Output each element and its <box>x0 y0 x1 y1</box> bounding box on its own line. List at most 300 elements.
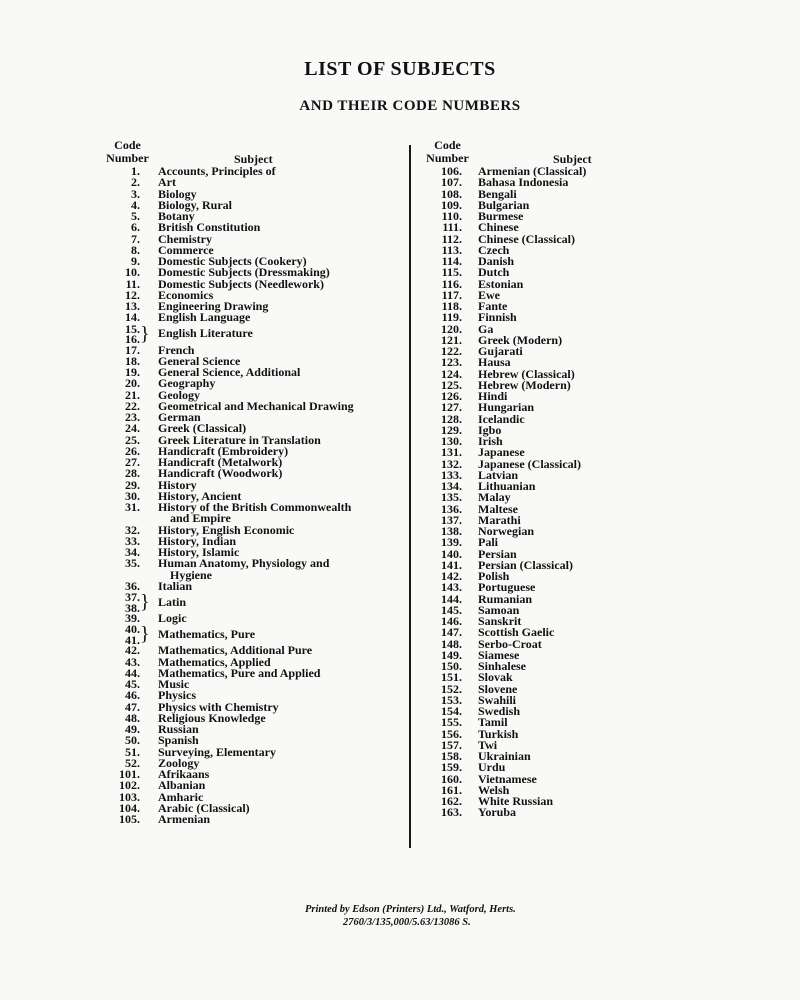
code-number: 131. <box>441 445 462 460</box>
subject-row <box>416 636 746 651</box>
subject-name: Biology <box>158 186 197 201</box>
subject-name: British Constitution <box>158 220 261 235</box>
code-number: 146. <box>441 614 462 628</box>
subject-name: Human Anatomy, Physiology and Hygiene <box>158 556 330 582</box>
subject-row <box>416 762 746 773</box>
code-number: 20. <box>125 376 140 391</box>
code-number: 111. <box>442 220 462 235</box>
subject-name: Arabic (Classical) <box>158 800 250 815</box>
subject-name: Pali <box>478 535 498 550</box>
subject-name: Swedish <box>478 704 521 718</box>
code-number: 139. <box>441 535 462 550</box>
code-number: 32. <box>125 522 140 537</box>
code-number: 137. <box>441 512 462 527</box>
subject-name: Estonian <box>478 276 524 291</box>
subject-row <box>416 717 746 728</box>
code-number-header: Code Number <box>106 138 149 165</box>
code-number: 6. <box>131 220 140 235</box>
subject-name: Icelandic <box>478 411 525 426</box>
subject-name: Spanish <box>158 733 199 748</box>
code-number: 9. <box>131 254 140 268</box>
code-number: 127. <box>441 400 462 415</box>
code-number: 112. <box>441 231 462 246</box>
code-number-header: Code Number <box>426 138 469 165</box>
subject-name: English Literature <box>158 326 253 341</box>
subject-list-left <box>90 166 410 825</box>
subject-name: History, Ancient <box>158 488 242 503</box>
subject-name: Fante <box>478 299 508 313</box>
code-number: 27. <box>125 455 140 469</box>
code-number: 150. <box>441 659 462 673</box>
subject-name: Sanskrit <box>478 614 522 628</box>
subject-name: Chemistry <box>158 231 212 246</box>
code-number: 115. <box>441 265 462 280</box>
subject-name: Twi <box>478 737 498 752</box>
code-number: 148. <box>441 636 462 651</box>
subject-name: Art <box>158 175 176 190</box>
code-number: 160. <box>441 771 462 786</box>
subject-name: Latin <box>158 594 187 609</box>
subject-name: Ukrainian <box>478 749 531 763</box>
code-number: 18. <box>125 353 140 368</box>
subject-name: Hausa <box>478 355 511 370</box>
subject-row <box>416 706 746 717</box>
subject-row <box>416 661 746 672</box>
subject-row <box>90 624 410 645</box>
subject-row <box>416 177 746 188</box>
code-number: 126. <box>441 389 462 403</box>
subject-row <box>90 558 410 581</box>
subject-name: Persian <box>478 546 517 561</box>
subject-name: Commerce <box>158 242 214 257</box>
code-number: 17. <box>125 342 140 357</box>
subject-name: History, English Economic <box>158 522 295 537</box>
code-number: 22. <box>125 398 140 413</box>
subject-row <box>416 782 746 797</box>
subject-row <box>416 346 746 357</box>
subject-name: Japanese (Classical) <box>478 456 581 471</box>
code-number: 133. <box>441 467 462 482</box>
subject-row <box>416 186 746 201</box>
subject-name: Czech <box>478 242 510 257</box>
subject-name: Geology <box>158 387 200 402</box>
subject-name: Russian <box>158 722 199 736</box>
code-number: 25. <box>125 432 140 447</box>
subject-row <box>416 242 746 257</box>
subject-row <box>416 276 746 291</box>
code-number: 104. <box>119 800 140 815</box>
subject-name: Botany <box>158 209 195 223</box>
code-number: 39. <box>125 611 140 625</box>
code-number: 152. <box>441 681 462 696</box>
code-number: 135. <box>441 490 462 505</box>
code-number: 12. <box>125 287 140 302</box>
subject-name: Afrikaans <box>158 767 210 781</box>
subject-row <box>416 402 746 413</box>
subject-name: White Russian <box>478 794 554 808</box>
subject-name: History, Indian <box>158 533 237 548</box>
subject-name: Armenian (Classical) <box>478 164 587 178</box>
subject-name: Polish <box>478 569 510 583</box>
subject-row <box>416 321 746 336</box>
page-subtitle: AND THEIR CODE NUMBERS <box>299 98 521 114</box>
subject-row <box>416 571 746 582</box>
subject-row <box>90 814 410 825</box>
subject-row <box>416 591 746 606</box>
brace-glyph: } <box>140 591 150 613</box>
code-number: 161. <box>441 782 462 797</box>
subject-name: Music <box>158 677 190 691</box>
subject-row <box>416 557 746 572</box>
code-number: 145. <box>441 602 462 617</box>
subject-name: Tamil <box>478 715 508 730</box>
subject-row <box>416 197 746 212</box>
code-number: 107. <box>441 175 462 190</box>
subject-row <box>416 807 746 818</box>
subject-row <box>416 436 746 447</box>
subject-name: Logic <box>158 611 187 625</box>
code-number: 30. <box>125 488 140 503</box>
subject-name: Surveying, Elementary <box>158 744 276 759</box>
code-number: 40. 41. <box>125 622 140 647</box>
code-number: 120. <box>441 321 462 336</box>
code-number: 24. <box>125 421 140 436</box>
subject-name: Bulgarian <box>478 197 530 212</box>
code-number: 14. <box>125 310 140 325</box>
subject-row <box>416 211 746 222</box>
code-number: 45. <box>125 677 140 691</box>
subject-name: History of the British Commonwealth and Empire <box>158 500 352 526</box>
subject-name: Physics with Chemistry <box>158 699 279 714</box>
subject-row <box>416 411 746 426</box>
code-number: 158. <box>441 749 462 763</box>
code-number: 33. <box>125 533 140 548</box>
code-number: 122. <box>441 344 462 358</box>
subject-row <box>416 447 746 458</box>
code-number: 147. <box>441 625 462 640</box>
subject-row <box>416 616 746 627</box>
code-number: 119. <box>441 310 462 325</box>
subject-name: Malay <box>478 490 511 505</box>
subject-name: Chinese <box>478 220 519 235</box>
code-number: 141. <box>441 557 462 572</box>
code-number: 134. <box>441 479 462 493</box>
subject-name: Irish <box>478 434 503 448</box>
subject-row <box>416 512 746 527</box>
subject-name: Domestic Subjects (Needlework) <box>158 276 324 291</box>
code-number: 117. <box>441 287 462 302</box>
code-number: 15. 16. <box>125 321 140 346</box>
subject-name: English Language <box>158 310 251 325</box>
code-number: 128. <box>441 411 462 426</box>
code-number: 162. <box>441 794 462 808</box>
code-number: 136. <box>441 501 462 516</box>
code-number: 105. <box>119 812 140 826</box>
subject-name: Scottish Gaelic <box>478 625 555 640</box>
subject-name: Accounts, Principles of <box>158 164 276 178</box>
subject-row <box>416 681 746 696</box>
subject-name: Slovak <box>478 670 513 685</box>
subject-row <box>416 771 746 786</box>
code-number: 44. <box>125 665 140 680</box>
code-number: 48. <box>125 710 140 725</box>
subject-row <box>416 456 746 471</box>
subject-name: French <box>158 342 195 357</box>
subject-name: German <box>158 410 201 424</box>
code-number: 130. <box>441 434 462 448</box>
subject-continuation: Hygiene <box>170 567 212 582</box>
subject-name: Hungarian <box>478 400 535 415</box>
subject-name: Engineering Drawing <box>158 299 269 313</box>
code-number: 121. <box>441 332 462 347</box>
printer-line: Printed by Edson (Printers) Ltd., Watford, Herts. <box>305 904 516 915</box>
code-number: 11. <box>125 276 140 291</box>
subject-name: Geometrical and Mechanical Drawing <box>158 398 354 413</box>
subject-name: Mathematics, Additional Pure <box>158 643 313 658</box>
subject-name: Handicraft (Metalwork) <box>158 455 283 469</box>
subject-row <box>416 166 746 177</box>
code-number: 149. <box>441 647 462 662</box>
subject-name: Economics <box>158 287 214 302</box>
subject-name: Geography <box>158 376 216 391</box>
subject-row <box>416 481 746 492</box>
subject-name: Bahasa Indonesia <box>478 175 569 190</box>
subject-name: Finnish <box>478 310 517 325</box>
print-reference: 2760/3/135,000/5.63/13086 S. <box>343 917 471 928</box>
subject-name: Swahili <box>478 692 517 707</box>
subject-name: Ga <box>478 321 494 336</box>
code-number: 102. <box>119 778 140 793</box>
subject-row <box>416 222 746 233</box>
printer-imprint <box>305 903 535 929</box>
subject-name: Biology, Rural <box>158 197 233 212</box>
column-divider <box>409 145 411 848</box>
subject-header: Subject <box>553 152 592 166</box>
code-number: 124. <box>441 366 462 381</box>
subject-name: Sinhalese <box>478 659 527 673</box>
subject-row <box>416 287 746 302</box>
subject-name: Religious Knowledge <box>158 710 266 725</box>
subject-name: Maltese <box>478 501 518 516</box>
code-number: 42. <box>125 643 140 658</box>
subject-name: Vietnamese <box>478 771 537 786</box>
subject-name: Gujarati <box>478 344 523 358</box>
subject-row <box>416 546 746 561</box>
code-number: 49. <box>125 722 140 736</box>
subject-name: Turkish <box>478 726 519 741</box>
subject-name: Japanese <box>478 445 525 460</box>
code-number: 35. <box>125 556 140 571</box>
subject-row <box>416 537 746 548</box>
subject-name: Hebrew (Modern) <box>478 377 571 392</box>
subject-name: Samoan <box>478 602 520 617</box>
subject-name: Greek (Modern) <box>478 332 563 347</box>
subject-name: Igbo <box>478 422 502 437</box>
subject-row <box>416 231 746 246</box>
subject-name: Marathi <box>478 512 521 527</box>
code-number: 153. <box>441 692 462 707</box>
subject-row <box>416 256 746 267</box>
code-number: 154. <box>441 704 462 718</box>
code-number: 155. <box>441 715 462 730</box>
subject-name: Albanian <box>158 778 206 793</box>
code-number: 28. <box>125 466 140 481</box>
code-number: 31. <box>125 500 140 514</box>
subject-name: Bengali <box>478 186 517 201</box>
subject-name: Siamese <box>478 647 520 662</box>
subject-row <box>416 467 746 482</box>
subject-row <box>416 751 746 762</box>
code-number: 113. <box>441 242 462 257</box>
code-number: 163. <box>441 805 462 820</box>
code-number: 114. <box>441 254 462 268</box>
code-number: 138. <box>441 524 462 538</box>
code-number: 123. <box>441 355 462 370</box>
subject-name: Mathematics, Applied <box>158 654 271 669</box>
subject-name: Danish <box>478 254 515 268</box>
code-number: 23. <box>125 410 140 424</box>
subject-name: Portuguese <box>478 580 536 595</box>
code-number: 5. <box>131 209 140 223</box>
subject-name: Greek (Classical) <box>158 421 247 436</box>
subject-name: History, Islamic <box>158 545 240 559</box>
code-number: 143. <box>441 580 462 595</box>
code-number: 156. <box>441 726 462 741</box>
subject-name: Burmese <box>478 209 524 223</box>
code-number: 4. <box>131 197 140 212</box>
code-number: 151. <box>441 670 462 685</box>
code-number: 129. <box>441 422 462 437</box>
code-number: 101. <box>119 767 140 781</box>
code-number: 144. <box>441 591 462 606</box>
subject-name: General Science <box>158 353 241 368</box>
subject-name: Amharic <box>158 789 204 804</box>
code-number: 43. <box>125 654 140 669</box>
subject-row <box>416 737 746 752</box>
subject-row <box>416 647 746 662</box>
subject-row <box>416 526 746 537</box>
code-number: 116. <box>441 276 462 291</box>
subject-name: Armenian <box>158 812 210 826</box>
subject-row <box>416 501 746 516</box>
code-number: 10. <box>125 265 140 280</box>
subject-name: Mathematics, Pure and Applied <box>158 665 321 680</box>
subject-row <box>416 357 746 368</box>
code-number: 51. <box>125 744 140 759</box>
subject-row <box>416 582 746 593</box>
subject-row <box>416 492 746 503</box>
subject-row <box>416 602 746 617</box>
subject-name: Yoruba <box>478 805 517 820</box>
code-number: 142. <box>441 569 462 583</box>
subject-name: Welsh <box>478 782 510 797</box>
subject-row <box>416 672 746 683</box>
subject-row <box>416 422 746 437</box>
code-number: 34. <box>125 545 140 559</box>
subject-name: Chinese (Classical) <box>478 231 575 246</box>
code-number: 159. <box>441 760 462 775</box>
subject-name: Rumanian <box>478 591 533 606</box>
code-number: 125. <box>441 377 462 392</box>
subject-name: Slovene <box>478 681 518 696</box>
code-number: 21. <box>125 387 140 402</box>
subject-name: General Science, Additional <box>158 365 301 379</box>
code-number: 29. <box>125 477 140 492</box>
subject-name: Domestic Subjects (Dressmaking) <box>158 265 330 280</box>
subject-row <box>416 312 746 323</box>
subject-header: Subject <box>234 152 273 166</box>
code-number: 46. <box>125 688 140 703</box>
code-number: 7. <box>131 231 140 246</box>
code-number: 118. <box>441 299 462 313</box>
code-number: 140. <box>441 546 462 561</box>
subject-name: Hebrew (Classical) <box>478 366 575 381</box>
subject-name: Domestic Subjects (Cookery) <box>158 254 307 268</box>
code-number: 36. <box>125 578 140 593</box>
subject-row <box>416 726 746 741</box>
subject-name: Dutch <box>478 265 510 280</box>
subject-name: Ewe <box>478 287 500 302</box>
code-number: 2. <box>131 175 140 190</box>
subject-name: Lithuanian <box>478 479 536 493</box>
subject-row <box>416 692 746 707</box>
code-number: 108. <box>441 186 462 201</box>
code-number: 106. <box>441 164 462 178</box>
subject-row <box>416 301 746 312</box>
subject-row <box>90 592 410 613</box>
subject-row <box>416 267 746 278</box>
code-number: 37. 38. <box>125 590 140 615</box>
subject-row <box>416 796 746 807</box>
code-number: 47. <box>125 699 140 714</box>
code-number: 52. <box>125 755 140 770</box>
code-number: 109. <box>441 197 462 212</box>
brace-glyph: } <box>140 623 150 646</box>
subject-row <box>416 332 746 347</box>
subject-row <box>416 366 746 381</box>
subject-row <box>416 627 746 638</box>
code-number: 110. <box>441 209 462 223</box>
subject-name: Mathematics, Pure <box>158 627 256 642</box>
subject-name: Persian (Classical) <box>478 557 573 572</box>
subject-name: Greek Literature in Translation <box>158 432 321 447</box>
code-number: 50. <box>125 733 140 748</box>
brace-glyph: } <box>140 322 150 345</box>
subject-list-right <box>416 166 746 819</box>
code-number: 19. <box>125 365 140 379</box>
subject-row <box>416 391 746 402</box>
code-number: 3. <box>131 186 140 201</box>
subject-name: Latvian <box>478 467 519 482</box>
subject-name: Zoology <box>158 755 200 770</box>
subject-row <box>90 321 410 346</box>
subject-continuation: and Empire <box>170 511 231 526</box>
code-number: 1. <box>131 164 140 178</box>
subject-name: Physics <box>158 688 197 703</box>
subject-name: Handicraft (Woodwork) <box>158 466 283 481</box>
code-number: 132. <box>441 456 462 471</box>
subject-name: History <box>158 477 197 492</box>
subject-name: Norwegian <box>478 524 534 538</box>
code-number: 103. <box>119 789 140 804</box>
code-number: 26. <box>125 443 140 458</box>
subject-name: Hindi <box>478 389 508 403</box>
subject-name: Urdu <box>478 760 506 775</box>
subject-name: Serbo-Croat <box>478 636 542 651</box>
code-number: 157. <box>441 737 462 752</box>
subject-row <box>90 502 410 525</box>
code-number: 8. <box>131 242 140 257</box>
